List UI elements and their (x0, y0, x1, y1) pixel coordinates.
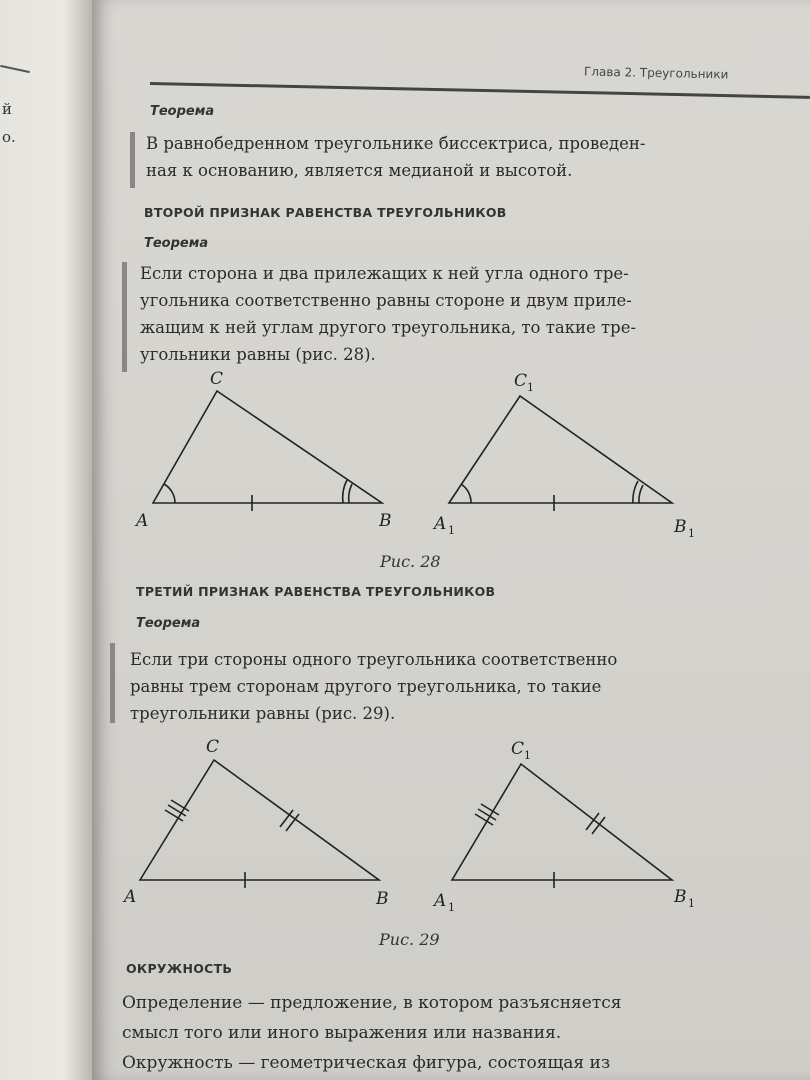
running-head: Глава 2. Треугольники (583, 64, 729, 82)
text-line: Окружность — геометрическая фигура, состоящая из (122, 1053, 611, 1073)
text-line: Если сторона и два прилежащих к ней угла одного тре- (140, 264, 629, 283)
theorem-label: Теорема (136, 616, 201, 631)
angle-arc-b1 (633, 481, 638, 503)
section-heading: ВТОРОЙ ПРИЗНАК РАВЕНСТВА ТРЕУГОЛЬНИКОВ (144, 205, 507, 220)
triangle-abc (140, 760, 379, 880)
vertex-letter: C (514, 371, 528, 391)
triangle-a1b1c1 (452, 764, 672, 880)
left-page-fragment: й (2, 100, 12, 118)
left-page-fragment: о. (2, 128, 16, 146)
vertex-label-a: A (136, 511, 149, 531)
text-line: Определение — предложение, в котором разъясняется (122, 993, 622, 1013)
theorem-bar (130, 132, 135, 188)
vertex-label-a1 (432, 514, 455, 537)
triangle-abc (153, 391, 382, 503)
vertex-subscript: 1 (448, 524, 455, 537)
theorem-label: Теорема (150, 104, 215, 119)
book-page (92, 0, 810, 1080)
vertex-label-b: B (379, 511, 392, 531)
theorem-2-text (140, 260, 790, 368)
angle-arc-b (349, 484, 352, 503)
vertex-label-a1 (432, 891, 455, 914)
vertex-subscript: 1 (524, 749, 531, 762)
theorem-3-text (130, 646, 790, 727)
text-line: жащим к ней углам другого треугольника, то такие тре- (140, 318, 637, 337)
theorem-1-text (146, 130, 786, 184)
vertex-letter: A (434, 891, 447, 911)
text-line: В равнобедренном треугольнике биссектриса, проведен- (146, 134, 646, 153)
triangle-a1b1c1 (449, 396, 672, 503)
left-page-rule (0, 65, 30, 73)
figure-28 (122, 366, 722, 546)
angle-arc-b (343, 480, 347, 503)
angle-arc-a (164, 484, 175, 503)
left-page-edge (0, 0, 92, 1080)
figure-29 (122, 734, 722, 914)
text-line: равны трем сторонам другого треугольника, то такие (130, 677, 602, 696)
vertex-subscript: 1 (527, 381, 534, 394)
text-line: Если три стороны одного треугольника соответственно (130, 650, 618, 669)
section-heading: ТРЕТИЙ ПРИЗНАК РАВЕНСТВА ТРЕУГОЛЬНИКОВ (136, 584, 496, 599)
vertex-label-b1 (673, 517, 695, 540)
text-line: угольники равны (рис. 28). (140, 345, 376, 364)
vertex-letter: C (511, 739, 525, 759)
text-line: угольника соответственно равны стороне и двум приле- (140, 291, 632, 310)
vertex-subscript: 1 (688, 897, 695, 910)
vertex-label-b1 (673, 887, 695, 910)
angle-arc-b1 (639, 485, 643, 503)
theorem-label: Теорема (144, 236, 209, 251)
vertex-letter: B (674, 887, 687, 907)
section-heading: ОКРУЖНОСТЬ (126, 961, 233, 976)
vertex-letter: B (674, 517, 687, 537)
theorem-bar (110, 643, 115, 723)
angle-arc-a1 (461, 484, 471, 503)
figure-caption: Рис. 28 (380, 552, 441, 571)
text-line: смысл того или иного выражения или названия. (122, 1023, 562, 1043)
text-line: ная к основанию, является медианой и высотой. (146, 161, 573, 180)
vertex-subscript: 1 (688, 527, 695, 540)
vertex-label-a: A (124, 887, 137, 907)
vertex-label-c: C (206, 737, 220, 757)
vertex-label-c1 (511, 739, 531, 762)
vertex-label-c1 (514, 371, 534, 394)
vertex-letter: A (434, 514, 447, 534)
vertex-label-b: B (376, 889, 389, 909)
definition-text (122, 988, 802, 1078)
text-line: треугольники равны (рис. 29). (130, 704, 396, 723)
theorem-bar (122, 262, 127, 372)
figure-caption: Рис. 29 (379, 930, 440, 949)
header-rule (150, 82, 810, 99)
vertex-label-c: C (210, 369, 224, 389)
vertex-subscript: 1 (448, 901, 455, 914)
